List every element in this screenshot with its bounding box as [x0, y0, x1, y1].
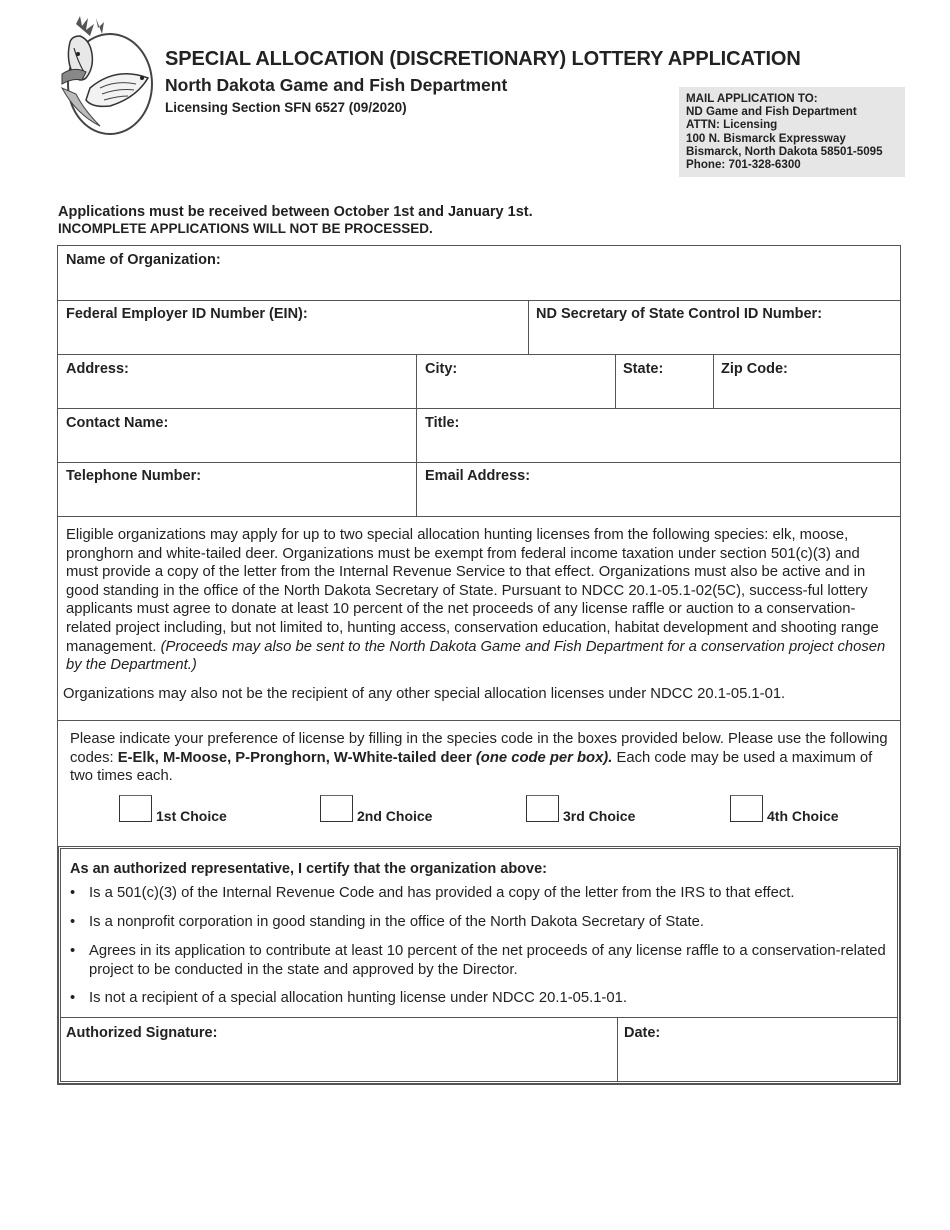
choice-1-label: 1st Choice: [156, 808, 227, 824]
signature-date-field[interactable]: Date:: [624, 1025, 661, 1041]
eligibility-italic-note: (Proceeds may also be sent to the North Dakota Game and Fish Department for a conservation project chosen by the Department.): [66, 638, 886, 674]
row-divider: [58, 720, 900, 721]
row-divider: [58, 354, 900, 355]
organization-name-field[interactable]: Name of Organization:: [66, 252, 221, 268]
signature-divider: [61, 1017, 897, 1018]
mail-line: 100 N. Bismarck Expressway: [686, 131, 846, 145]
contact-title-field[interactable]: Title:: [425, 415, 460, 431]
per-box-note: (one code per box).: [475, 749, 613, 766]
certification-bullet: • Is not a recipient of a special allocation hunting license under NDCC 20.1-05.1-01.: [70, 989, 890, 1008]
mail-heading: MAIL APPLICATION TO:: [686, 92, 818, 105]
preference-instructions: [70, 730, 896, 786]
recipient-restriction: Organizations may also not be the recipient of any other special allocation licenses under NDCC 20.1-05.1-01.: [63, 686, 786, 702]
state-field[interactable]: State:: [623, 361, 664, 377]
choice-1-input-box[interactable]: [119, 795, 152, 822]
choice-2-input-box[interactable]: [320, 795, 353, 822]
row-divider: [58, 300, 900, 301]
row-divider: [58, 462, 900, 463]
zip-code-field[interactable]: Zip Code:: [721, 361, 788, 377]
mail-line: ATTN: Licensing: [686, 118, 778, 132]
choice-3-label: 3rd Choice: [563, 808, 636, 824]
ein-field[interactable]: Federal Employer ID Number (EIN):: [66, 306, 308, 322]
signature-column-divider: [617, 1017, 618, 1082]
authorized-signature-field[interactable]: Authorized Signature:: [66, 1025, 218, 1041]
deadline-notice: Applications must be received between October 1st and January 1st.: [58, 204, 533, 220]
contact-name-field[interactable]: Contact Name:: [66, 415, 169, 431]
species-codes: E-Elk, M-Moose, P-Pronghorn, W-White-tailed deer: [117, 749, 472, 766]
eligibility-text: Eligible organizations may apply for up to two special allocation hunting licenses from the following species: elk, moose, pronghorn and white-tailed deer. Organizations must be exempt from federal income taxation under section 501(c)(3) and must provide a copy of the letter from the Internal Revenue Service to that effect. Organizations must also be active and in good standing in the office of the North Dakota Secretary of State. Pursuant to NDCC 20.1-05.1-02(5C), success-ful lottery applicants must agree to donate at least 10 percent of the net proceeds of any license raffle or auction to a conservation-related project including, but not limited to, hunting access, conservation education, habitat development and shooting range management.: [66, 527, 879, 655]
certification-bullet: • Is a nonprofit corporation in good standing in the office of the North Dakota Secretary of State.: [70, 913, 890, 932]
address-field[interactable]: Address:: [66, 361, 129, 377]
mailing-address-box: [679, 87, 905, 177]
mail-line: ND Game and Fish Department: [686, 105, 857, 119]
choice-2-label: 2nd Choice: [357, 808, 433, 824]
mail-line: Bismarck, North Dakota 58501-5095: [686, 144, 883, 158]
mail-line: Phone: 701-328-6300: [686, 158, 801, 172]
preference-intro: Please indicate your preference of license by filling in the species code in the boxes provided below. Please use the following codes:: [70, 731, 888, 766]
certification-heading: As an authorized representative, I certify that the organization above:: [70, 861, 547, 877]
column-divider: [713, 354, 714, 408]
city-field[interactable]: City:: [425, 361, 458, 377]
max-use-note: Each code may be used a maximum of two times each.: [70, 749, 873, 785]
certification-section: [58, 846, 900, 1084]
certification-bullet: • Agrees in its application to contribute at least 10 percent of the net proceeds of any license raffle to a conservation-related project to be conducted in the state and approved by the Director.: [70, 942, 890, 979]
sos-control-id-field[interactable]: ND Secretary of State Control ID Number:: [536, 306, 823, 322]
application-form: [57, 245, 901, 1085]
choice-4-label: 4th Choice: [767, 808, 839, 824]
form-number: Licensing Section SFN 6527 (09/2020): [165, 100, 407, 115]
row-divider: [58, 516, 900, 517]
deer-and-bird-emblem-icon: [56, 14, 158, 136]
choice-4-input-box[interactable]: [730, 795, 763, 822]
certification-bullet: • Is a 501(c)(3) of the Internal Revenue Code and has provided a copy of the letter from the IRS to that effect.: [70, 884, 890, 903]
incomplete-notice: INCOMPLETE APPLICATIONS WILL NOT BE PROCESSED.: [58, 221, 433, 236]
column-divider: [416, 354, 417, 516]
eligibility-paragraph: [66, 526, 894, 675]
row-divider: [58, 408, 900, 409]
telephone-field[interactable]: Telephone Number:: [66, 468, 202, 484]
choice-3-input-box[interactable]: [526, 795, 559, 822]
department-name: North Dakota Game and Fish Department: [165, 75, 508, 95]
email-field[interactable]: Email Address:: [425, 468, 531, 484]
column-divider: [528, 300, 529, 354]
column-divider: [615, 354, 616, 408]
form-title: SPECIAL ALLOCATION (DISCRETIONARY) LOTTERY APPLICATION: [165, 48, 801, 70]
